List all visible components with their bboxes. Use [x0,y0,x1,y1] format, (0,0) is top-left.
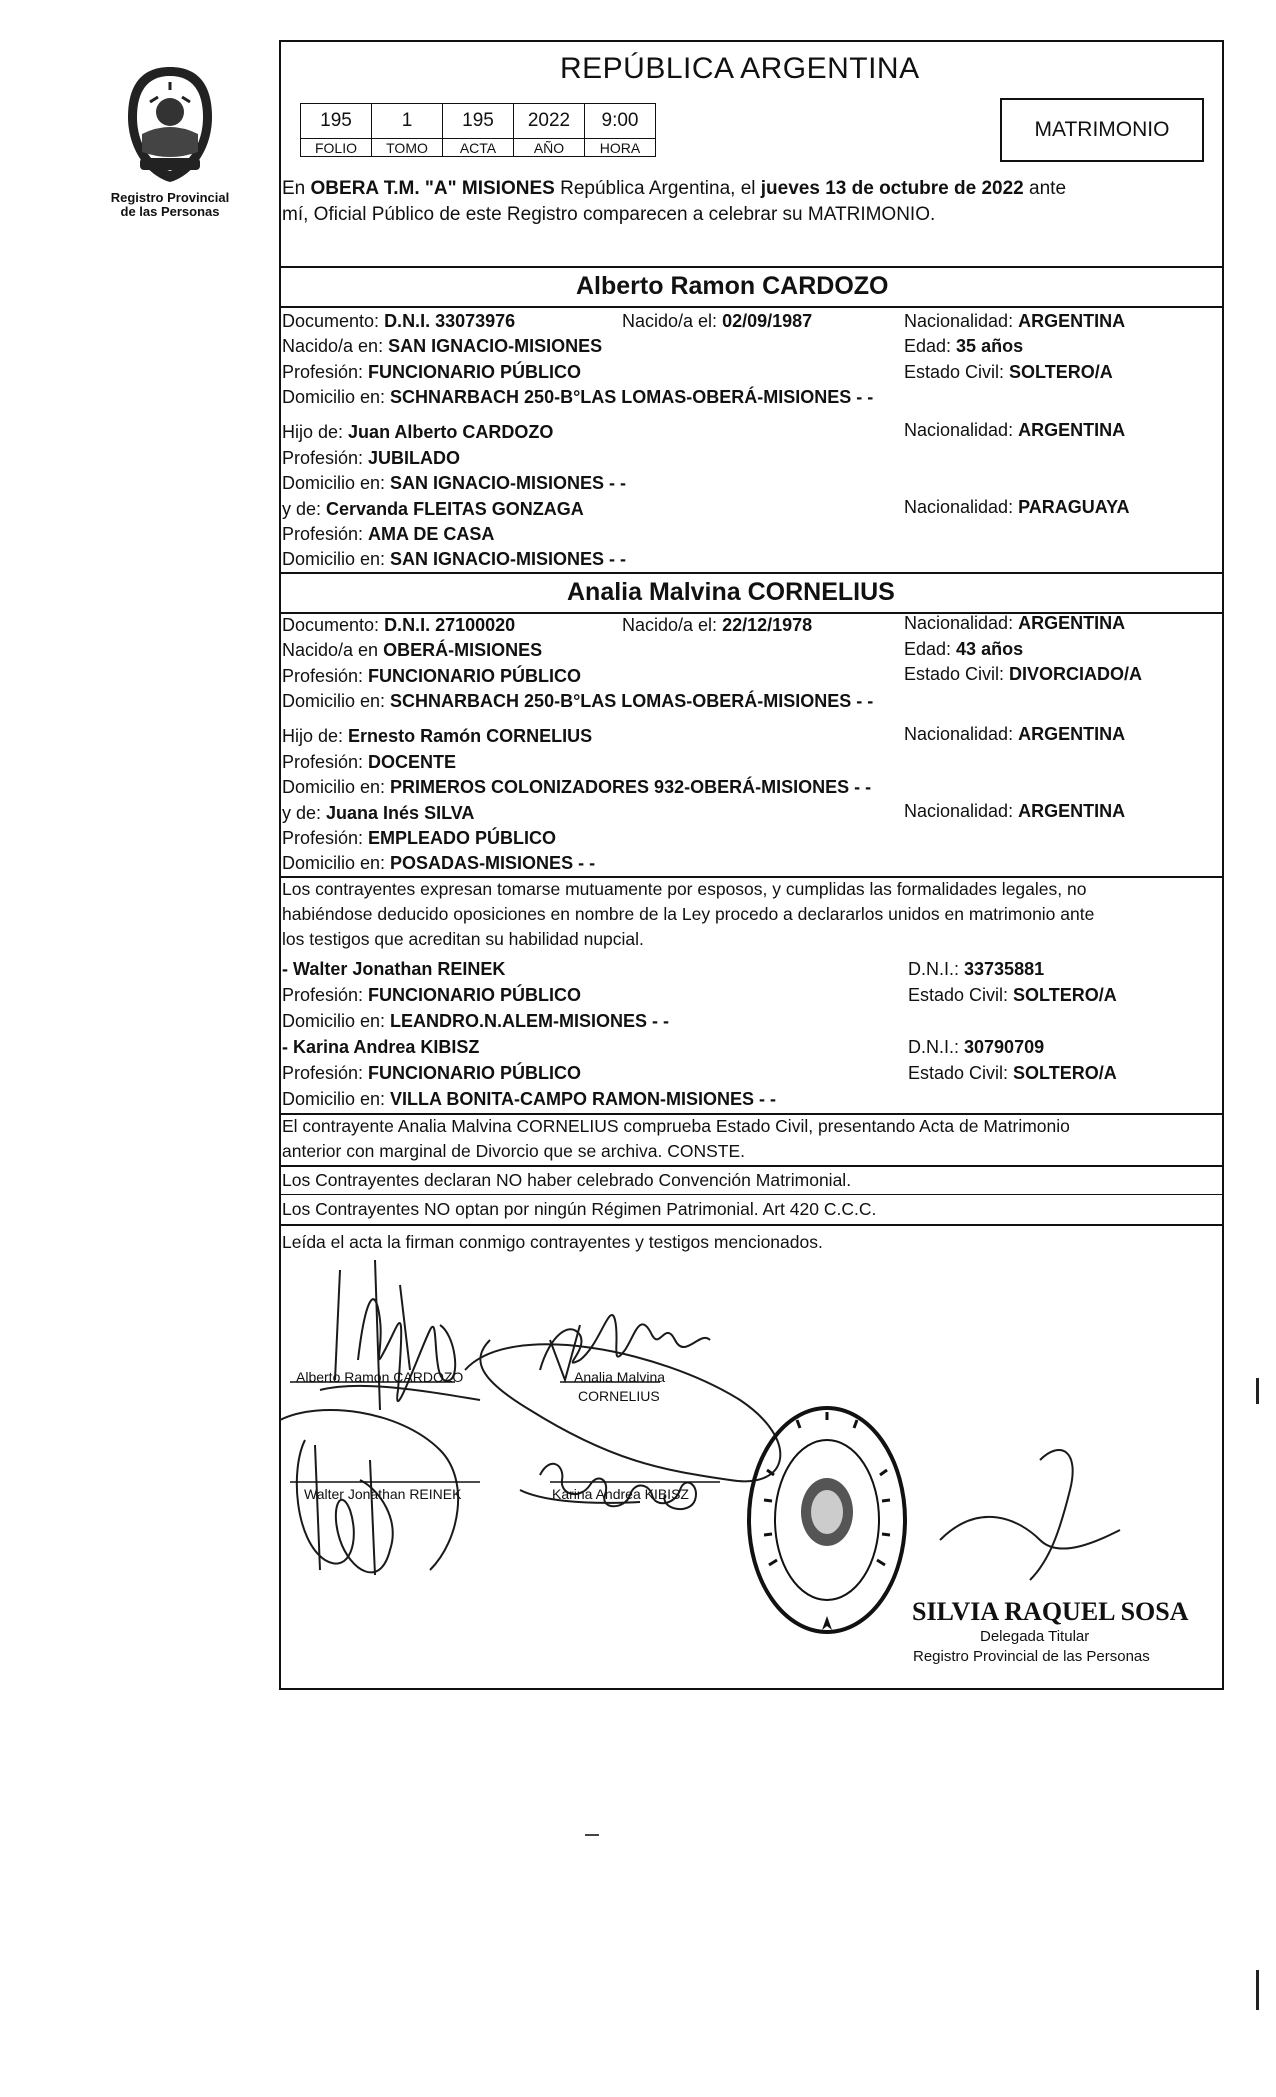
value: JUBILADO [368,448,461,468]
value: DIVORCIADO/A [1009,664,1143,684]
convention-note: Los Contrayentes declaran NO haber celebrado Convención Matrimonial. [282,1170,852,1190]
signature-label-spouse2-line1: Analia Malvina [574,1369,666,1385]
divorce-note-line-1: El contrayente Analia Malvina CORNELIUS comprueba Estado Civil, presentando Acta de Matrimonio [282,1116,1070,1136]
label: Nacionalidad: [904,311,1019,331]
spouse1-document [282,309,515,334]
spouse1-father-address [282,471,626,496]
spouse2-document [282,613,515,638]
value: PARAGUAYA [1018,497,1130,517]
spouse2-birthplace [282,638,542,663]
intro-line-2: mí, Oficial Público de este Registro comparecen a celebrar su MATRIMONIO. [282,204,936,225]
value: DOCENTE [368,752,457,772]
label: Estado Civil: [904,664,1010,684]
label: Domicilio en: [282,473,391,493]
value: 02/09/1987 [722,311,813,331]
value: SCHNARBACH 250-B°LAS LOMAS-OBERÁ-MISIONES - - [390,691,874,711]
label: Profesión: [282,828,369,848]
spouse2-father-address [282,775,871,800]
value: Cervanda FLEITAS GONZAGA [326,499,584,519]
label: Nacionalidad: [904,801,1019,821]
intro-text: ante [1023,178,1067,199]
value: D.N.I. 33073976 [384,311,516,331]
spouse1-father [282,420,553,445]
closing-note: Leída el acta la firman conmigo contrayentes y testigos mencionados. [282,1232,823,1252]
value: SOLTERO/A [1013,1063,1117,1083]
value: OBERÁ-MISIONES [383,640,543,660]
intro-line-1 [282,176,1066,201]
label: D.N.I.: [908,959,965,979]
spouse2-father [282,724,592,749]
spouse1-nationality [904,309,1125,334]
label: y de: [282,499,327,519]
label: Profesión: [282,752,369,772]
province-emblem-icon [120,62,220,187]
label: Domicilio en: [282,1089,391,1109]
label: Estado Civil: [908,985,1014,1005]
witness1-name: - Walter Jonathan REINEK [282,959,506,979]
label: Domicilio en: [282,387,391,407]
spouse2-father-nationality [904,722,1125,747]
witness2-civil-status [908,1061,1117,1086]
value: AMA DE CASA [368,524,495,544]
label: Documento: [282,311,385,331]
label: Nacionalidad: [904,497,1019,517]
value: Ernesto Ramón CORNELIUS [348,726,593,746]
spouse1-age [904,334,1023,359]
spouse1-birthplace [282,334,602,359]
value: ARGENTINA [1018,724,1126,744]
witness2-address [282,1087,776,1112]
signature-label-witness1: Walter Jonathan REINEK [304,1486,462,1502]
intro-text: En [282,178,311,199]
value: SCHNARBACH 250-B°LAS LOMAS-OBERÁ-MISIONES - - [390,387,874,407]
spouse1-civil-status [904,360,1113,385]
label: Nacido/a el: [622,615,723,635]
acta-value: 195 [443,104,514,139]
value: SAN IGNACIO-MISIONES - - [390,549,627,569]
value: 43 años [956,639,1024,659]
label: Domicilio en: [282,853,391,873]
value: 22/12/1978 [722,615,813,635]
value: SAN IGNACIO-MISIONES - - [390,473,627,493]
registry-data-table [300,103,656,157]
folio-label: FOLIO [301,139,372,157]
value: ARGENTINA [1018,420,1126,440]
spouse2-profession [282,664,581,689]
label: Domicilio en: [282,549,391,569]
label: Profesión: [282,524,369,544]
value: 33735881 [964,959,1045,979]
official-organization: Registro Provincial de las Personas [913,1648,1150,1665]
spouse2-mother-address [282,851,595,876]
label: Profesión: [282,985,369,1005]
act-type-box: MATRIMONIO [1000,98,1204,162]
label: Nacido/a en [282,640,384,660]
value: 30790709 [964,1037,1045,1057]
spouse2-mother-profession [282,826,556,851]
registry-caption [95,191,245,219]
intro-place: OBERA T.M. "A" MISIONES [310,178,555,199]
declaration-line-1: Los contrayentes expresan tomarse mutuamente por esposos, y cumplidas las formalidades legales, no [282,879,1087,899]
value: ARGENTINA [1018,311,1126,331]
value: EMPLEADO PÚBLICO [368,828,557,848]
value: SOLTERO/A [1013,985,1117,1005]
label: Profesión: [282,448,369,468]
hora-value: 9:00 [585,104,656,139]
declaration-line-3: los testigos que acreditan su habilidad nupcial. [282,929,644,949]
value: ARGENTINA [1018,801,1126,821]
label: Domicilio en: [282,1011,391,1031]
label: Estado Civil: [908,1063,1014,1083]
official-title: Delegada Titular [980,1628,1090,1645]
witness2-name: - Karina Andrea KIBISZ [282,1037,480,1057]
label: Hijo de: [282,422,349,442]
divorce-note-line-2: anterior con marginal de Divorcio que se archiva. CONSTE. [282,1141,745,1161]
label: D.N.I.: [908,1037,965,1057]
witness2-profession [282,1061,581,1086]
spouse2-age [904,637,1023,662]
spouse1-address [282,385,873,410]
witness1-profession [282,983,581,1008]
caption-line-1: Registro Provincial [110,190,230,205]
spouse2-birthdate [622,613,812,638]
tomo-value: 1 [372,104,443,139]
label: Nacido/a el: [622,311,723,331]
spouse2-mother-nationality [904,799,1125,824]
label: Profesión: [282,1063,369,1083]
label: Domicilio en: [282,777,391,797]
spouse2-nationality [904,611,1125,636]
label: Domicilio en: [282,691,391,711]
spouse2-civil-status [904,662,1142,687]
label: Nacionalidad: [904,613,1019,633]
label: Edad: [904,639,957,659]
intro-text: República Argentina, el [554,178,761,199]
value: FUNCIONARIO PÚBLICO [368,362,582,382]
folio-value: 195 [301,104,372,139]
scan-mark [1256,1378,1259,1404]
spouse1-birthdate [622,309,812,334]
official-seal-icon [742,1400,912,1640]
tomo-label: TOMO [372,139,443,157]
value: FUNCIONARIO PÚBLICO [368,1063,582,1083]
declaration-line-2: habiéndose deducido oposiciones en nombre de la Ley procedo a declararlos unidos en matrimonio ante [282,904,1095,924]
label: Edad: [904,336,957,356]
anio-value: 2022 [514,104,585,139]
label: Nacionalidad: [904,420,1019,440]
value: D.N.I. 27100020 [384,615,516,635]
value: LEANDRO.N.ALEM-MISIONES - - [390,1011,670,1031]
value: SOLTERO/A [1009,362,1113,382]
registry-logo [95,62,245,219]
value: PRIMEROS COLONIZADORES 932-OBERÁ-MISIONES - - [390,777,872,797]
value: Juana Inés SILVA [326,803,475,823]
spouse1-father-profession [282,446,460,471]
witness2-dni [908,1035,1044,1060]
value: VILLA BONITA-CAMPO RAMON-MISIONES - - [390,1089,777,1109]
regime-note: Los Contrayentes NO optan por ningún Régimen Patrimonial. Art 420 C.C.C. [282,1199,877,1219]
scan-mark [1256,1970,1259,2010]
spouse2-mother [282,801,474,826]
caption-line-2: de las Personas [120,204,220,219]
spouse2-father-profession [282,750,456,775]
spouse1-name: Alberto Ramon CARDOZO [576,272,889,300]
spouse1-profession [282,360,581,385]
label: y de: [282,803,327,823]
hora-label: HORA [585,139,656,157]
spouse2-name: Analia Malvina CORNELIUS [567,578,895,606]
intro-date: jueves 13 de octubre de 2022 [760,178,1024,199]
value: FUNCIONARIO PÚBLICO [368,666,582,686]
witness1-dni [908,957,1044,982]
value: SAN IGNACIO-MISIONES [388,336,603,356]
page-title: REPÚBLICA ARGENTINA [560,52,920,85]
label: Documento: [282,615,385,635]
signature-label-witness2: Karina Andrea KIBISZ [552,1486,689,1502]
label: Nacido/a en: [282,336,389,356]
label: Estado Civil: [904,362,1010,382]
witness1-civil-status [908,983,1117,1008]
spouse1-mother-address [282,547,626,572]
witness1-address [282,1009,669,1034]
acta-label: ACTA [443,139,514,157]
value: ARGENTINA [1018,613,1126,633]
spouse2-address [282,689,873,714]
value: Juan Alberto CARDOZO [348,422,554,442]
label: Hijo de: [282,726,349,746]
scan-mark [585,1834,599,1836]
spouse1-mother [282,497,584,522]
value: POSADAS-MISIONES - - [390,853,596,873]
spouse1-father-nationality [904,418,1125,443]
anio-label: AÑO [514,139,585,157]
label: Profesión: [282,362,369,382]
spouse1-mother-nationality [904,495,1129,520]
spouse1-mother-profession [282,522,494,547]
signature-label-spouse2-line2: CORNELIUS [578,1388,660,1404]
label: Nacionalidad: [904,724,1019,744]
value: 35 años [956,336,1024,356]
signature-label-spouse1: Alberto Ramon CARDOZO [296,1369,464,1385]
official-name: SILVIA RAQUEL SOSA [912,1597,1189,1626]
value: FUNCIONARIO PÚBLICO [368,985,582,1005]
label: Profesión: [282,666,369,686]
